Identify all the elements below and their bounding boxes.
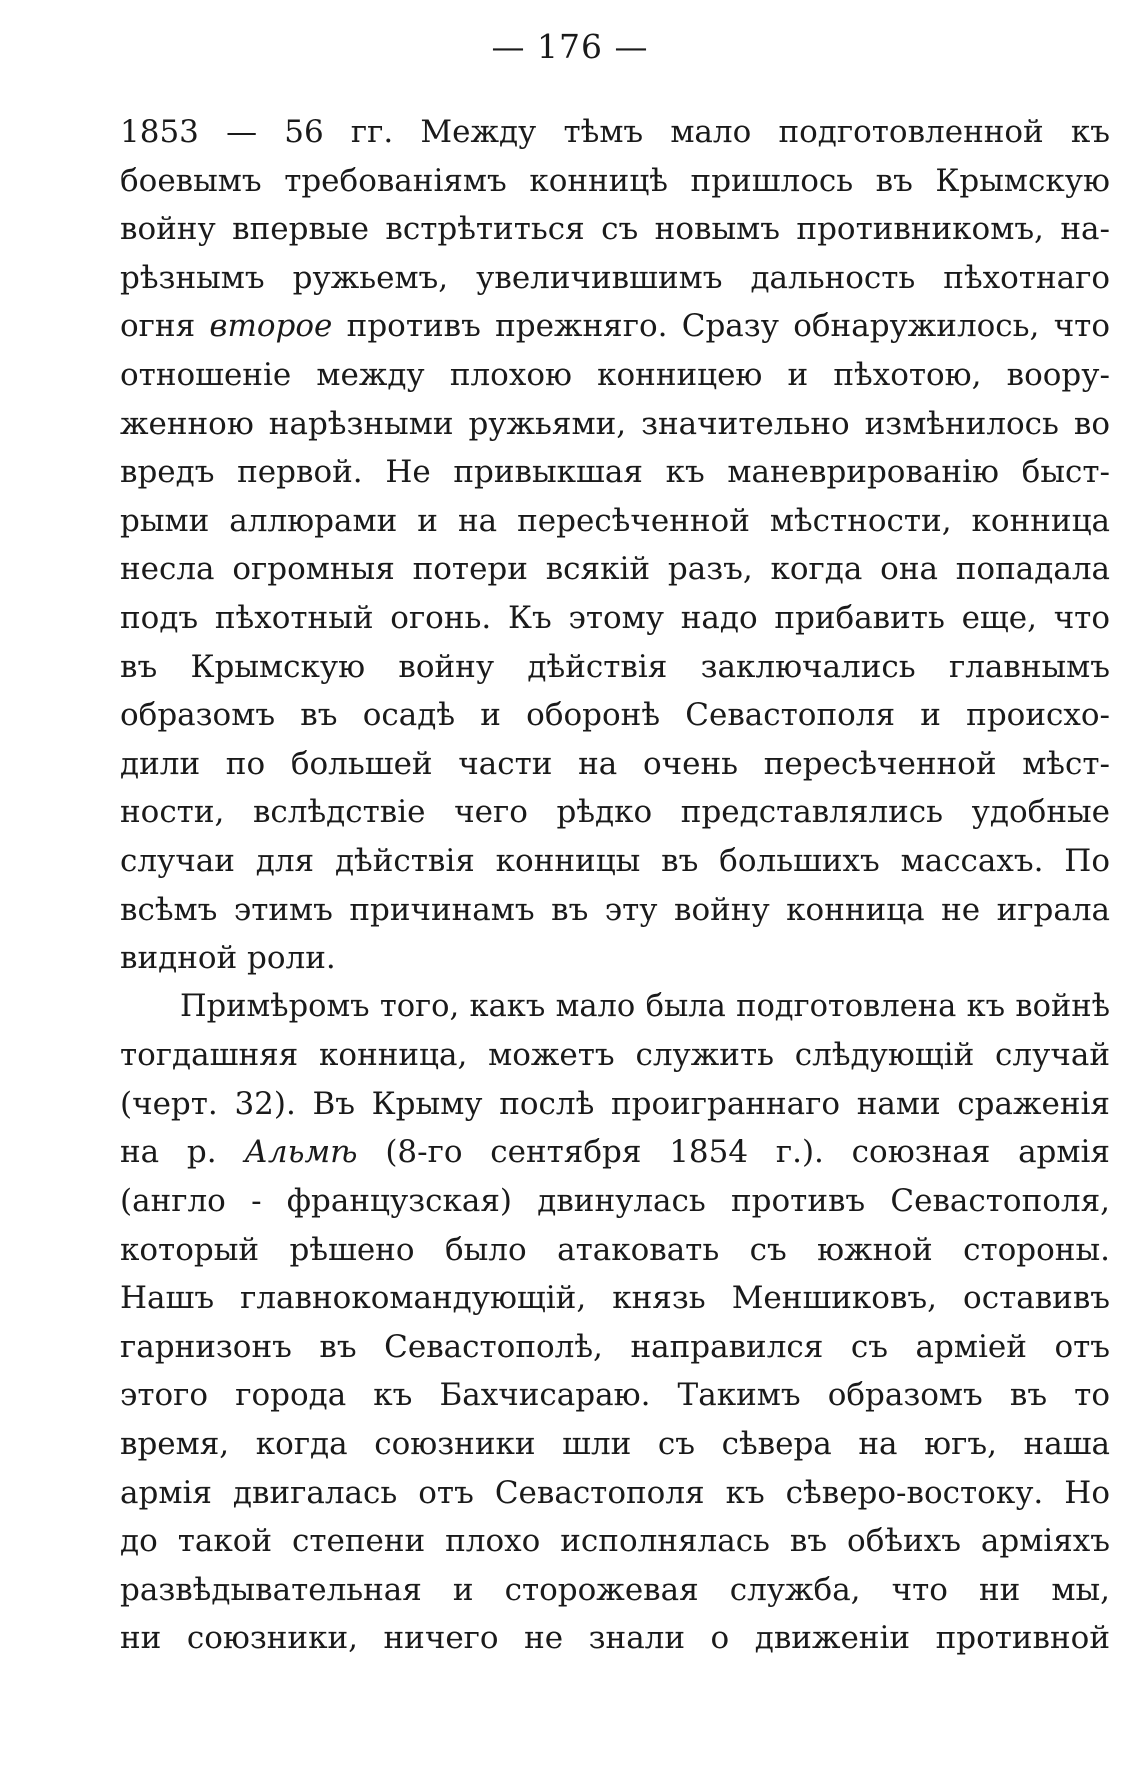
- text-line: дили по большей части на очень пересѣченной мѣст-: [120, 745, 1110, 782]
- text-line: (черт. 32). Въ Крыму послѣ проиграннаго нами сраженія: [120, 1085, 1110, 1122]
- text-line: гарнизонъ въ Севастополѣ, направился съ арміей отъ: [120, 1328, 1110, 1365]
- text-segment: (8-го сентября 1854 г.). союзная армія: [357, 1134, 1110, 1171]
- text-line: ности, вслѣдствіе чего рѣдко представлялись удобные: [120, 794, 1110, 831]
- text-line: армія двигалась отъ Севастополя къ сѣверо-востоку. Но: [120, 1474, 1110, 1511]
- text-segment: огня: [120, 308, 210, 345]
- text-line: случаи для дѣйствія конницы въ большихъ массахъ. По: [120, 842, 1110, 879]
- text-segment: на р.: [120, 1134, 245, 1171]
- text-line: 1853 — 56 гг. Между тѣмъ мало подготовленной къ: [120, 114, 1110, 150]
- text-line: до такой степени плохо исполнялась въ обѣихъ арміяхъ: [120, 1523, 1110, 1560]
- text-line: время, когда союзники шли съ сѣвера на югъ, наша: [120, 1426, 1110, 1463]
- text-line: всѣмъ этимъ причинамъ въ эту войну конница не играла: [120, 891, 1110, 928]
- paragraph-start-line: Примѣромъ того, какъ мало была подготовлена къ войнѣ: [180, 988, 1110, 1024]
- text-line: [120, 302, 1110, 351]
- text-line: боевымъ требованіямъ конницѣ пришлось въ Крымскую: [120, 162, 1110, 199]
- text-line: развѣдывательная и сторожевая служба, что ни мы,: [120, 1571, 1110, 1608]
- text-line: войну впервые встрѣтиться съ новымъ противникомъ, на-: [120, 211, 1110, 248]
- text-line: подъ пѣхотный огонь. Къ этому надо прибавить еще, что: [120, 599, 1110, 636]
- text-line: [120, 1128, 1110, 1177]
- text-line: этого города къ Бахчисараю. Такимъ образомъ въ то: [120, 1377, 1110, 1414]
- text-line: въ Крымскую войну дѣйствія заключались главнымъ: [120, 648, 1110, 685]
- text-line: тогдашняя конница, можетъ служить слѣдующій случай: [120, 1037, 1110, 1074]
- text-line: рѣзнымъ ружьемъ, увеличившимъ дальность пѣхотнаго: [120, 259, 1110, 296]
- page-number: — 176 —: [491, 27, 649, 66]
- italic-emphasis: вторoе: [209, 308, 333, 345]
- text-line: женною нарѣзными ружьями, значительно измѣнилось во: [120, 405, 1110, 442]
- text-line: Нашъ главнокомандующій, князь Меншиковъ, оставивъ: [120, 1280, 1110, 1317]
- text-line: который рѣшено было атаковать съ южной стороны.: [120, 1231, 1110, 1268]
- text-line: вредъ первой. Не привыкшая къ маневрированію быст-: [120, 454, 1110, 491]
- italic-emphasis: Альмѣ: [244, 1134, 358, 1171]
- text-line: образомъ въ осадѣ и оборонѣ Севастополя и происхо-: [120, 697, 1110, 734]
- text-line: (англо - французская) двинулась противъ Севастополя,: [120, 1183, 1110, 1220]
- text-line: несла огромныя потери всякій разъ, когда она попадала: [120, 551, 1110, 588]
- text-line: рыми аллюрами и на пересѣченной мѣстности, конница: [120, 502, 1110, 539]
- text-line: видной роли.: [120, 940, 336, 977]
- text-segment: противъ прежняго. Сразу обнаружилось, что: [332, 308, 1110, 345]
- text-line: ни союзники, ничего не знали о движеніи противной: [120, 1620, 1110, 1657]
- text-line: отношеніе между плохою конницею и пѣхотою, воору-: [120, 356, 1110, 393]
- body-text: [120, 108, 1110, 1663]
